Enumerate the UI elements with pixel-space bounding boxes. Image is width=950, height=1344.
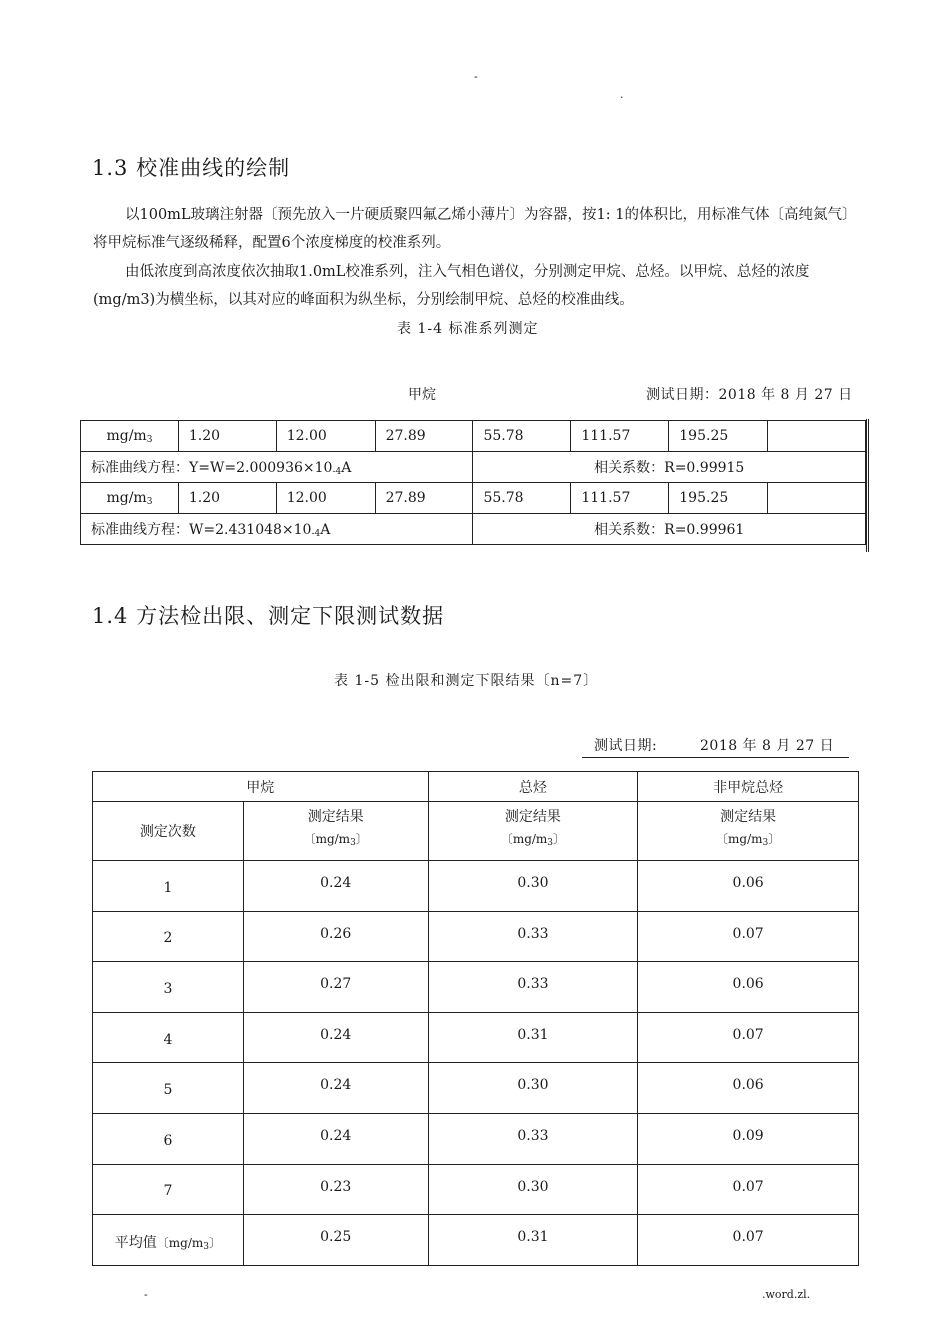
header-dot: . xyxy=(620,88,624,101)
table-row xyxy=(93,962,859,1013)
total-value: 0.31 xyxy=(428,1012,638,1063)
table-row xyxy=(93,1164,859,1215)
table-1-5-date xyxy=(582,733,849,758)
value-cell: 111.57 xyxy=(571,421,669,452)
value-cell: 55.78 xyxy=(473,483,571,514)
value-cell: 12.00 xyxy=(276,421,375,452)
paragraph-2: 由低浓度到高浓度依次抽取1.0mL校准系列，注入气相色谱仪，分别测定甲烷、总烃。以甲烷、总烃的浓度(mg/m3)为横坐标，以其对应的峰面积为纵坐标，分别绘制甲烷、总烃的校准曲线。 xyxy=(93,264,810,308)
correlation-cell: 相关系数：R=0.99915 xyxy=(473,452,866,483)
col-non-methane: 非甲烷总烃 xyxy=(638,772,859,802)
methane-value: 0.23 xyxy=(243,1164,428,1215)
methane-value: 0.24 xyxy=(243,1012,428,1063)
value-cell: 195.25 xyxy=(669,421,768,452)
row-index: 6 xyxy=(93,1113,244,1164)
table-row xyxy=(81,421,866,452)
col-methane: 甲烷 xyxy=(93,772,429,802)
table-row xyxy=(93,1063,859,1114)
total-average: 0.31 xyxy=(428,1215,638,1266)
methane-value: 0.26 xyxy=(243,911,428,962)
non-methane-value: 0.06 xyxy=(638,962,859,1013)
value-cell: 1.20 xyxy=(178,483,276,514)
methane-value: 0.24 xyxy=(243,861,428,912)
methane-value: 0.24 xyxy=(243,1113,428,1164)
unit-cell: $mg/m_3$ xyxy=(81,421,179,452)
average-row xyxy=(93,1215,859,1266)
table-1-4-caption: 表 1-4 标准系列测定 xyxy=(397,321,539,337)
table-double-border xyxy=(866,419,869,552)
table-row xyxy=(93,911,859,962)
table-row xyxy=(93,1012,859,1063)
table-row xyxy=(93,861,859,912)
equation-cell: 标准曲线方程：$W=2.431048\times 10_{-4}A$ xyxy=(81,514,473,545)
date-value: 2018 年 8 月 27 日 xyxy=(700,738,835,754)
table-1-4-date: 测试日期：2018 年 8 月 27 日 xyxy=(646,387,853,403)
paragraph-1: 以100mL玻璃注射器〔预先放入一片硬质聚四氟乙烯小薄片〕为容器，按1: 1的体积比，用标准气体〔高纯氮气〕将甲烷标准气逐级稀释，配置6个浓度梯度的校准系列。 xyxy=(93,207,857,251)
non-methane-value: 0.07 xyxy=(638,1012,859,1063)
row-index: 4 xyxy=(93,1012,244,1063)
result-header: 测定结果 〔$mg/m_3$〕 xyxy=(243,802,428,861)
date-label: 测试日期: xyxy=(594,738,658,754)
non-methane-value: 0.06 xyxy=(638,861,859,912)
unit-cell: $mg/m_3$ xyxy=(81,483,179,514)
non-methane-value: 0.06 xyxy=(638,1063,859,1114)
table-row xyxy=(81,514,866,545)
row-index: 7 xyxy=(93,1164,244,1215)
footer-dash: - xyxy=(144,1288,148,1301)
value-cell xyxy=(768,421,866,452)
section-1-4-heading: 1.4 方法检出限、测定下限测试数据 xyxy=(92,604,445,628)
table-header-row xyxy=(93,772,859,802)
row-index: 1 xyxy=(93,861,244,912)
methane-average: 0.25 xyxy=(243,1215,428,1266)
table-row xyxy=(81,452,866,483)
total-value: 0.30 xyxy=(428,1164,638,1215)
value-cell: 27.89 xyxy=(375,421,473,452)
value-cell: 55.78 xyxy=(473,421,571,452)
detection-limit-table xyxy=(92,771,859,1266)
methane-value: 0.24 xyxy=(243,1063,428,1114)
standard-series-table xyxy=(80,420,866,545)
correlation-cell: 相关系数：R=0.99961 xyxy=(473,514,866,545)
result-header: 测定结果 〔$mg/m_3$〕 xyxy=(638,802,859,861)
value-cell xyxy=(768,483,866,514)
value-cell: 27.89 xyxy=(375,483,473,514)
average-label: 平均值〔$mg/m_3$〕 xyxy=(93,1215,244,1266)
table-row xyxy=(81,483,866,514)
row-index: 3 xyxy=(93,962,244,1013)
footer-watermark: .word.zl. xyxy=(762,1288,811,1301)
non-methane-average: 0.07 xyxy=(638,1215,859,1266)
result-header: 测定结果 〔$mg/m_3$〕 xyxy=(428,802,638,861)
methane-value: 0.27 xyxy=(243,962,428,1013)
non-methane-value: 0.09 xyxy=(638,1113,859,1164)
value-cell: 12.00 xyxy=(276,483,375,514)
row-index: 5 xyxy=(93,1063,244,1114)
value-cell: 111.57 xyxy=(571,483,669,514)
table-1-4-gas-label: 甲烷 xyxy=(408,387,436,403)
value-cell: 1.20 xyxy=(178,421,276,452)
non-methane-value: 0.07 xyxy=(638,911,859,962)
non-methane-value: 0.07 xyxy=(638,1164,859,1215)
total-value: 0.30 xyxy=(428,1063,638,1114)
col-total-hydrocarbon: 总烃 xyxy=(428,772,638,802)
total-value: 0.33 xyxy=(428,911,638,962)
total-value: 0.33 xyxy=(428,962,638,1013)
value-cell: 195.25 xyxy=(669,483,768,514)
total-value: 0.33 xyxy=(428,1113,638,1164)
header-dash: - xyxy=(474,70,478,83)
table-1-5-caption: 表 1-5 检出限和测定下限结果〔n=7〕 xyxy=(334,673,599,689)
equation-cell: 标准曲线方程：$Y=W=2.000936\times 10_{-4}A$ xyxy=(81,452,473,483)
total-value: 0.30 xyxy=(428,861,638,912)
row-index: 2 xyxy=(93,911,244,962)
section-1-3-heading: 1.3 校准曲线的绘制 xyxy=(92,156,291,180)
table-subheader-row xyxy=(93,802,859,861)
table-row xyxy=(93,1113,859,1164)
row-header: 测定次数 xyxy=(93,802,244,861)
